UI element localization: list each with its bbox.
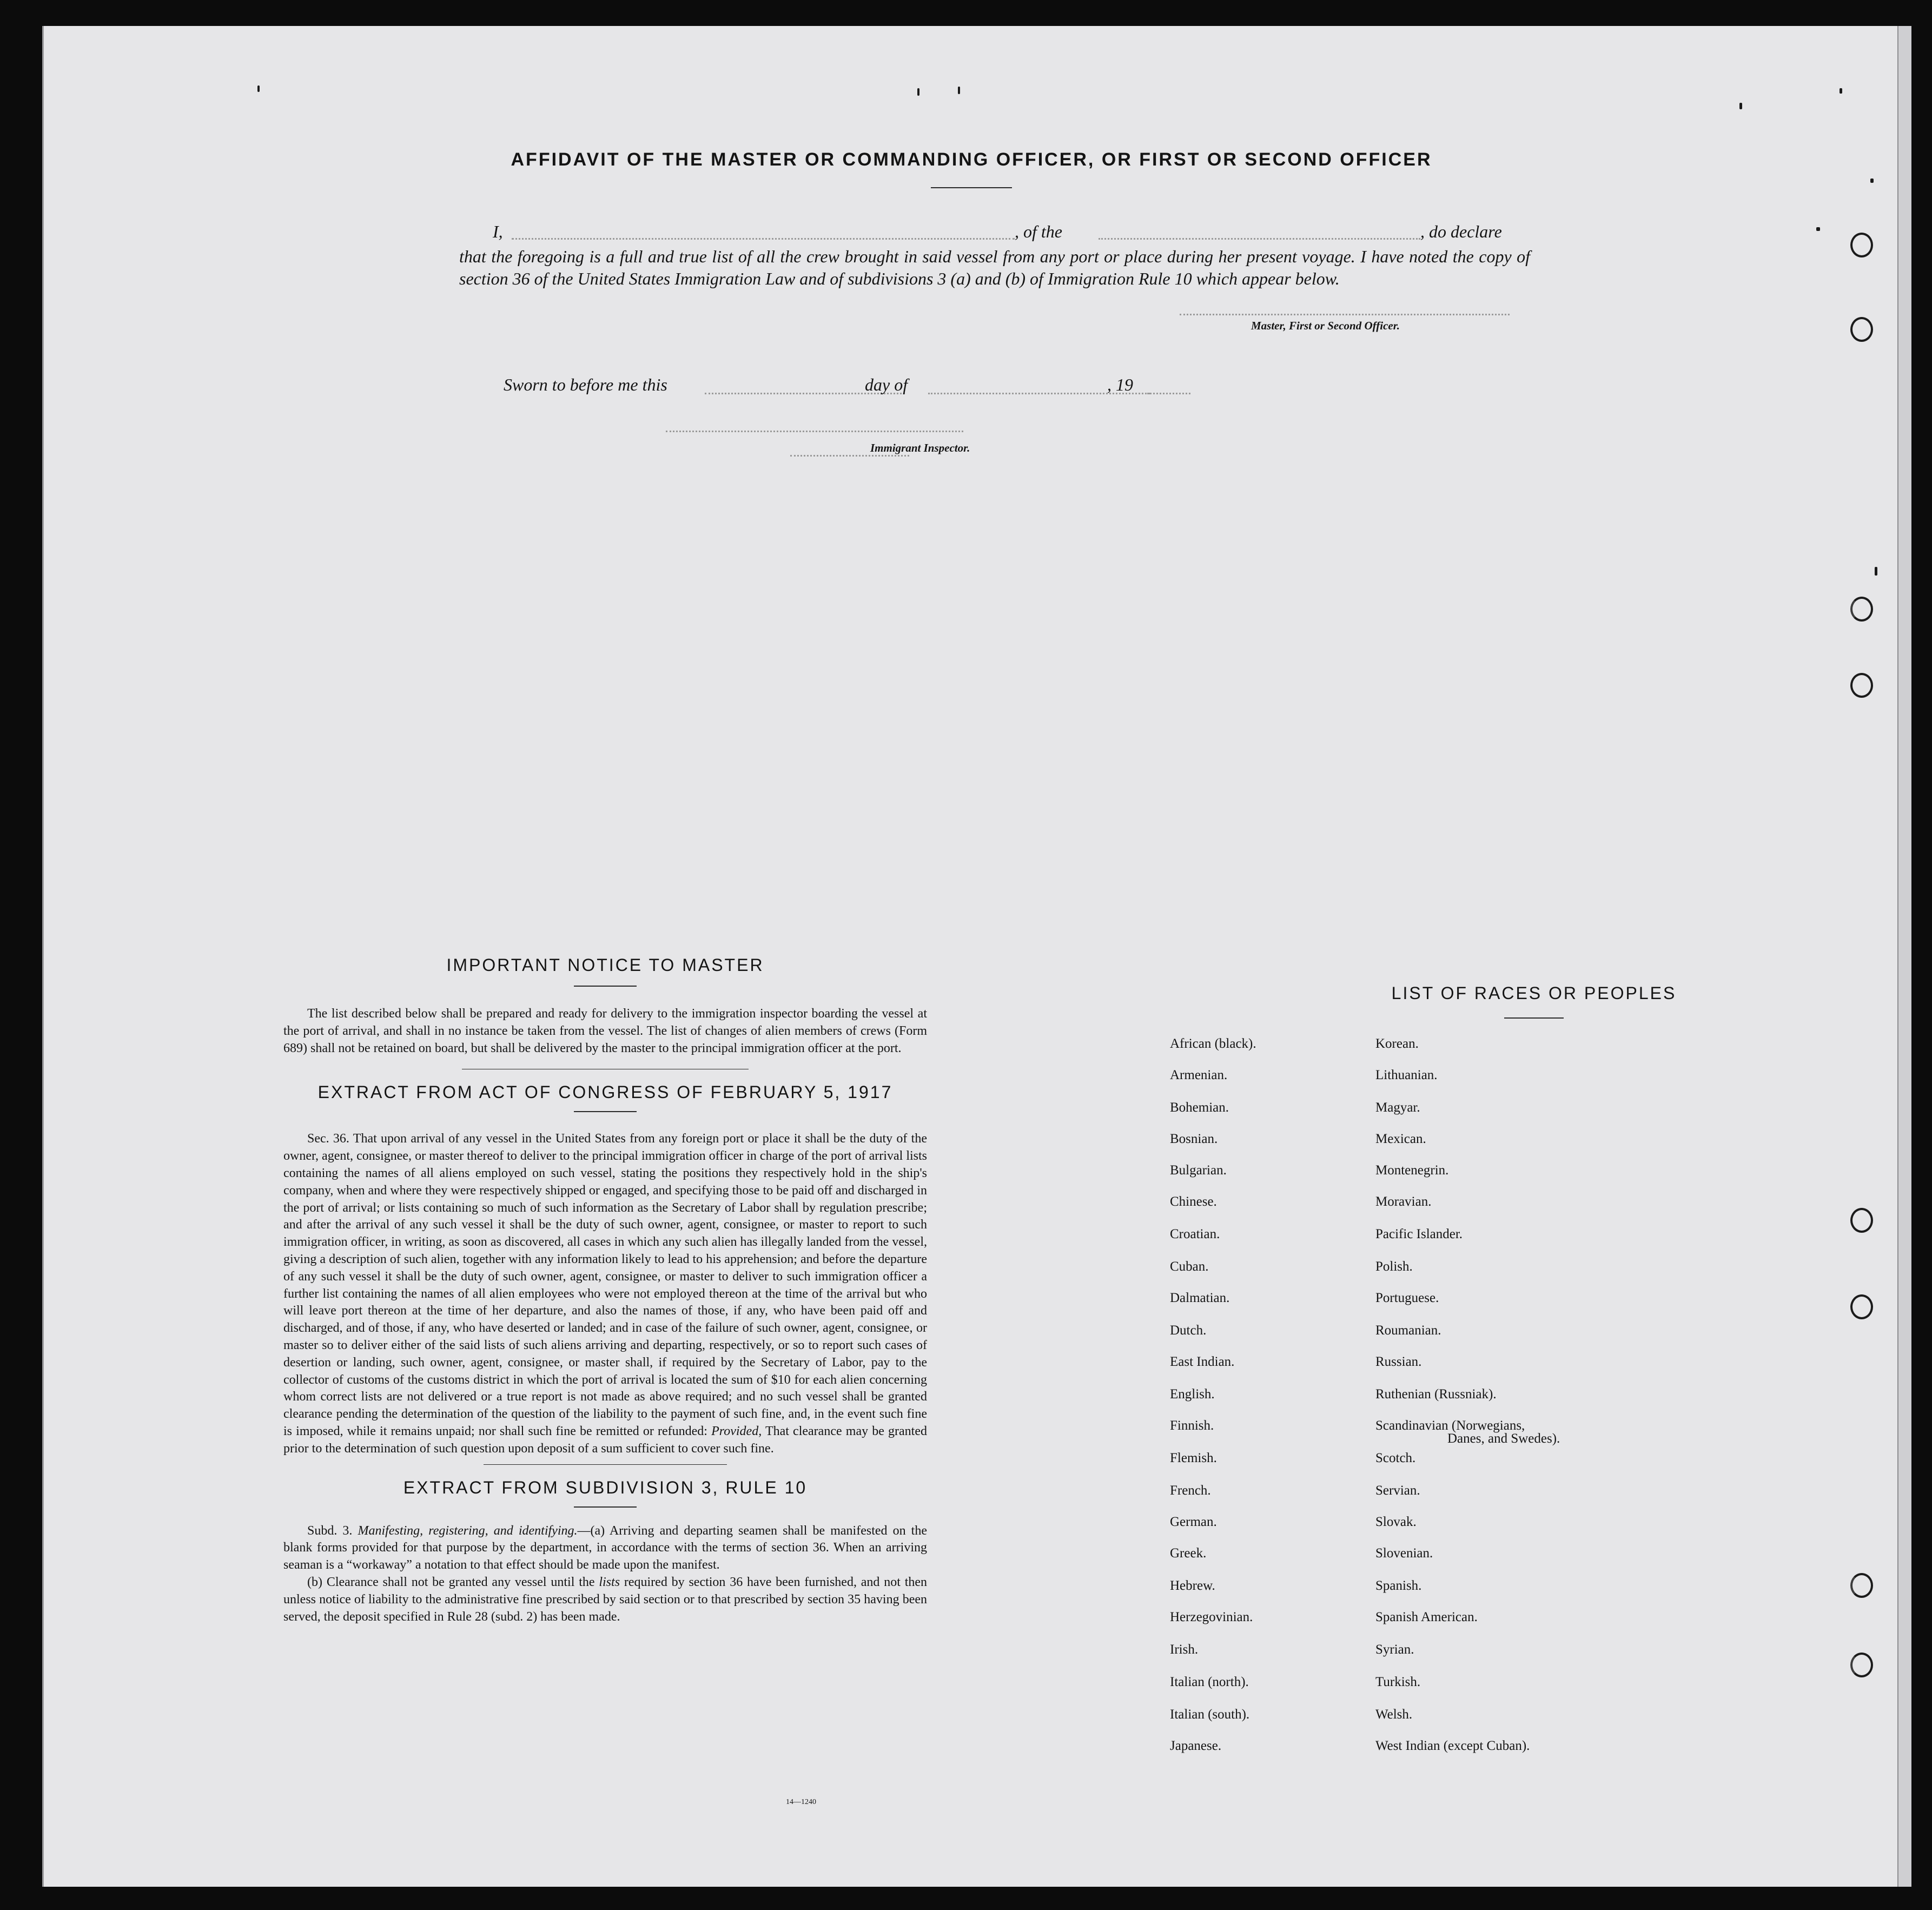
punch-hole	[1850, 233, 1873, 257]
scan-mark	[1739, 103, 1742, 109]
rule-subd-label: Subd. 3.	[307, 1523, 353, 1538]
rule-subd-title: Manifesting, registering, and identifying.	[358, 1523, 578, 1538]
race-item: Ruthenian (Russniak).	[1375, 1387, 1497, 1402]
race-item: Finnish.	[1170, 1418, 1214, 1433]
race-item: Scotch.	[1375, 1451, 1416, 1465]
race-item: Moravian.	[1375, 1194, 1432, 1209]
act-title: EXTRACT FROM ACT OF CONGRESS OF FEBRUARY 5, 1917	[317, 1082, 893, 1102]
form-number: 14—1240	[786, 1798, 816, 1806]
declare-suffix: , do declare	[1420, 222, 1502, 241]
document-sheet	[42, 26, 1899, 1887]
act-divider	[484, 1464, 727, 1465]
race-item: Slovak.	[1375, 1515, 1417, 1529]
rule-b-text-1: Clearance shall not be granted any vessel until the	[326, 1575, 595, 1589]
race-item: Turkish.	[1375, 1675, 1421, 1689]
sworn-year-field[interactable]	[1147, 393, 1190, 394]
rule-a-text: Arriving and departing seamen shall be manifested on the blank forms provided for that purpose by the department, in accordance with the terms of section 36. When an arriving seaman is a “workaway” a notation to that effect should be made upon the manifest.	[283, 1523, 927, 1572]
race-item: Pacific Islander.	[1375, 1227, 1463, 1241]
race-item: Mexican.	[1375, 1132, 1426, 1146]
affidavit-title: AFFIDAVIT OF THE MASTER OR COMMANDING OFFICER, OR FIRST OR SECOND OFFICER	[511, 149, 1432, 170]
race-item: West Indian (except Cuban).	[1375, 1739, 1530, 1753]
rule-text-b	[283, 1574, 927, 1625]
race-item: Montenegrin.	[1375, 1163, 1449, 1178]
rule-b-lists: lists	[599, 1575, 620, 1589]
inspector-signature-field[interactable]	[666, 431, 963, 432]
race-item: English.	[1170, 1387, 1215, 1402]
inspector-caption: Immigrant Inspector.	[870, 441, 970, 454]
race-item: Armenian.	[1170, 1068, 1228, 1082]
punch-hole	[1850, 1294, 1873, 1319]
race-item: Herzegovinian.	[1170, 1610, 1253, 1624]
rule-text-a	[283, 1523, 927, 1574]
inspector-signature-field-2[interactable]	[790, 455, 909, 457]
race-item: African (black).	[1170, 1036, 1256, 1051]
race-item: Russian.	[1375, 1354, 1422, 1369]
race-item: Servian.	[1375, 1483, 1420, 1498]
races-title: LIST OF RACES OR PEOPLES	[1391, 983, 1677, 1003]
rule-b-text-2: required by section 36 have been furnished, and not then unless notice of liability to the administrative fine prescribed by said section or to that prescribed by section 35 having been served, the deposit specified in Rule 28 (subd. 2) has been made.	[283, 1575, 928, 1624]
race-item: Chinese.	[1170, 1194, 1217, 1209]
day-of-text: day of	[865, 375, 908, 394]
race-item: Greek.	[1170, 1546, 1207, 1561]
race-item: Italian (south).	[1170, 1707, 1250, 1722]
race-item: Italian (north).	[1170, 1675, 1249, 1689]
notice-text: The list described below shall be prepared and ready for delivery to the immigration inspector boarding the vessel at the port of arrival, and shall in no instance be taken from the vessel. The list of changes of alien members of crews (Form 689) shall not be retained on board, but shall be delivered by the master to the principal immigration officer at the port.	[283, 1007, 927, 1055]
race-item: Spanish American.	[1375, 1610, 1478, 1624]
notice-title-rule	[574, 986, 637, 987]
act-text	[283, 1131, 927, 1457]
race-item: Portuguese.	[1375, 1291, 1439, 1305]
race-item: Bohemian.	[1170, 1100, 1229, 1115]
race-item: Bosnian.	[1170, 1132, 1218, 1146]
punch-hole	[1850, 673, 1873, 698]
race-item: Polish.	[1375, 1259, 1413, 1274]
rule-title: EXTRACT FROM SUBDIVISION 3, RULE 10	[403, 1477, 808, 1497]
scan-mark	[257, 85, 260, 92]
race-item: Dalmatian.	[1170, 1291, 1230, 1305]
race-item: Spanish.	[1375, 1578, 1422, 1593]
race-item: Flemish.	[1170, 1451, 1217, 1465]
scan-mark	[917, 88, 919, 96]
vessel-name-field[interactable]	[1099, 238, 1420, 240]
punch-hole	[1850, 1573, 1873, 1598]
sworn-text: Sworn to before me this	[504, 375, 667, 394]
master-signature-field[interactable]	[1180, 314, 1510, 315]
scan-mark	[1870, 179, 1874, 183]
rule-title-rule	[574, 1506, 637, 1508]
notice-title: IMPORTANT NOTICE TO MASTER	[446, 955, 764, 975]
race-item: Korean.	[1375, 1036, 1419, 1051]
act-provided-word: Provided,	[711, 1424, 762, 1438]
race-item: Japanese.	[1170, 1739, 1222, 1753]
year-prefix: , 19	[1107, 375, 1133, 394]
master-signature-caption: Master, First or Second Officer.	[1251, 319, 1400, 332]
race-item: French.	[1170, 1483, 1211, 1498]
declarant-name-field[interactable]	[512, 238, 1015, 240]
act-sec-label: Sec. 36.	[307, 1132, 349, 1146]
punch-hole	[1850, 1653, 1873, 1677]
race-item: Cuban.	[1170, 1259, 1209, 1274]
race-item: East Indian.	[1170, 1354, 1235, 1369]
punch-hole	[1850, 317, 1873, 342]
races-title-rule	[1504, 1017, 1564, 1019]
race-item: Roumanian.	[1375, 1323, 1441, 1338]
scan-mark	[1875, 567, 1877, 576]
act-body: That upon arrival of any vessel in the United States from any foreign port or place it shall be the duty of the owner, agent, consignee, or master thereof to deliver to the principal immigration officer in charge of the port of arrival lists containing the names of all aliens employed on such vessel, stating the positions they respectively hold in the ship's company, when and where they were respectively shipped or engaged, and specifying those to be paid off and discharged in the port of arrival; or lists containing so much of such information as the Secretary of Labor shall by regulation prescribe; and after the arrival of any such vessel it shall be the duty of such owner, agent, consignee, or master to report to such immigration officer, in writing, as soon as discovered, all cases in which any such alien has illegally landed from the vessel, giving a description of such alien, together with any information likely to lead to his apprehension; and before the departure of any such vessel it shall be the duty of such owner, agent, consignee, or master to deliver to such immigration officer a further list containing the names of all alien employees who were not employed thereon at the time of the arrival but who will leave port thereon at the time of her departure, and also the names of those, if any, who have been paid off and discharged, and of those, if any, who have deserted or landed; and in case of the failure of such owner, agent, consignee, or master so to deliver either of the said lists of such aliens arriving and departing, respectively, or so to report such cases of desertion or landing, such owner, agent, consignee, or master shall, if required by the Secretary of Labor, pay to the collector of customs of the customs district in which the port of arrival is located the sum of $10 for each alien concerning whom correct lists are not delivered or a true report is not made as above required; and no such vessel shall be granted clearance pending the determination of the question of the liability to the payment of such fine, and, in the event such fine is imposed, while it remains unpaid; nor shall such fine be remitted or refunded:	[283, 1132, 927, 1438]
race-item: Lithuanian.	[1375, 1068, 1438, 1082]
declarant-prefix: I,	[493, 222, 503, 241]
race-item: Slovenian.	[1375, 1546, 1433, 1561]
vessel-prefix: , of the	[1015, 222, 1062, 241]
scan-mark	[1816, 227, 1820, 231]
rule-b-label: (b)	[307, 1575, 322, 1589]
title-underline	[931, 187, 1012, 188]
sheet-edge	[1897, 26, 1911, 1887]
act-title-rule	[574, 1111, 637, 1112]
race-item: Scandinavian (Norwegians,	[1375, 1418, 1525, 1433]
race-item: Croatian.	[1170, 1227, 1220, 1241]
punch-hole	[1850, 597, 1873, 622]
race-item: Bulgarian.	[1170, 1163, 1227, 1178]
race-item: German.	[1170, 1515, 1217, 1529]
notice-column	[283, 955, 927, 1625]
race-item: Magyar.	[1375, 1100, 1420, 1115]
scan-mark	[958, 87, 960, 94]
race-item-scandinavian-continued: Danes, and Swedes).	[1447, 1431, 1560, 1446]
affidavit-body: that the foregoing is a full and true list of all the crew brought in said vessel from any port or place during her present voyage. I have noted the copy of section 36 of the United States Immigration Law and of subdivisions 3 (a) and (b) of Immigration Rule 10 which appear below.	[459, 247, 1530, 288]
punch-hole	[1850, 1208, 1873, 1233]
rule-a-label: —(a)	[577, 1523, 605, 1538]
race-item: Hebrew.	[1170, 1578, 1215, 1593]
race-item: Welsh.	[1375, 1707, 1413, 1722]
scan-mark	[1840, 88, 1842, 94]
race-item: Syrian.	[1375, 1642, 1414, 1657]
act-provided-text: That clearance may be granted prior to the determination of such question upon deposit of a sum sufficient to cover such fine.	[283, 1424, 927, 1456]
race-item: Dutch.	[1170, 1323, 1207, 1338]
race-item: Irish.	[1170, 1642, 1199, 1657]
